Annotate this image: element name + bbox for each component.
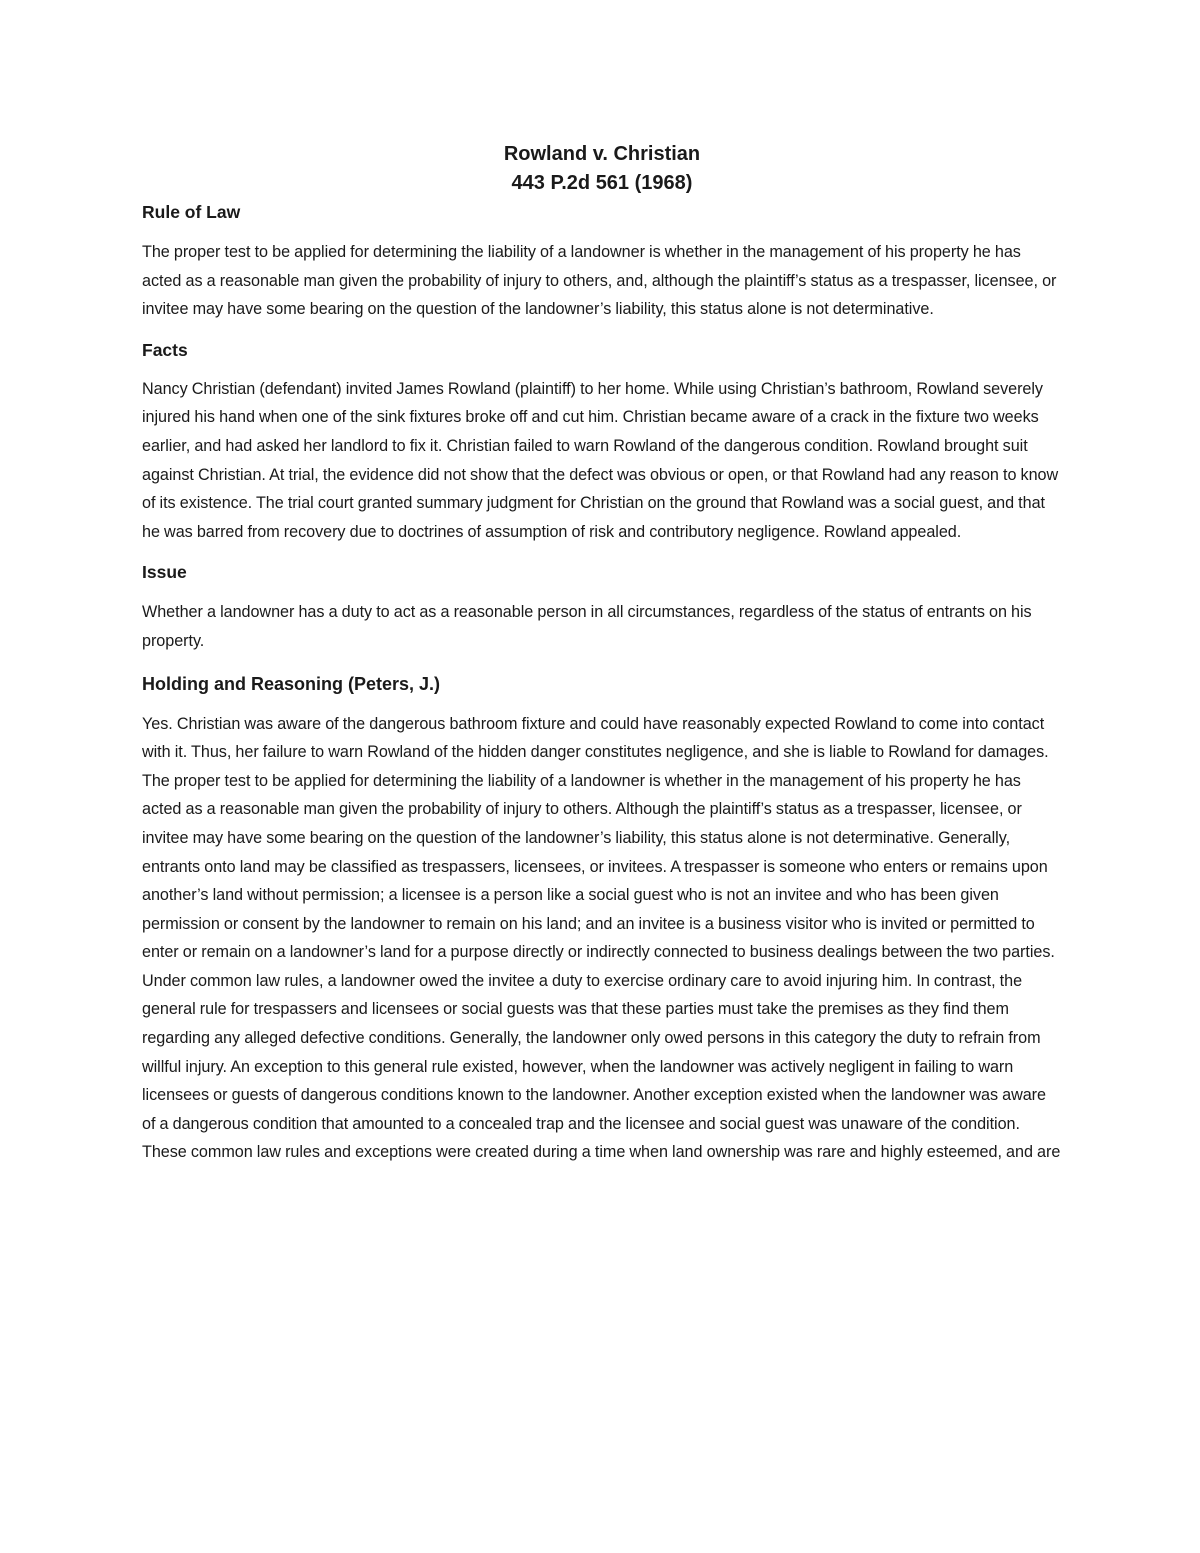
facts-heading: Facts (142, 339, 188, 360)
rule-of-law-heading: Rule of Law (142, 202, 241, 222)
facts-section (142, 338, 1062, 547)
title-block (142, 140, 1062, 198)
rule-of-law-text: The proper test to be applied for determining the liability of a landowner is whether in the management of his property he has acted as a reasonable man given the probability of injury to others, and, although the plaintiff’s status as a trespasser, licensee, or invitee may have some bearing on the question of the landowner’s liability, this status alone is not determinative. (142, 243, 1057, 319)
rule-of-law-section (142, 200, 1062, 324)
case-title: Rowland v. Christian (503, 143, 701, 165)
holding-heading: Holding and Reasoning (Peters, J.) (142, 673, 441, 694)
document-content (142, 140, 1062, 1167)
facts-text: Nancy Christian (defendant) invited James Rowland (plaintiff) to her home. While using Christian’s bathroom, Rowland severely injured his hand when one of the sink fixtures broke off and cut him. Christian became aware of a crack in the fixture two weeks earlier, and had asked her landlord to fix it. Christian failed to warn Rowland of the dangerous condition. Rowland brought suit against Christian. At trial, the evidence did not show that the defect was obvious or open, or that Rowland had any reason to know of its existence. The trial court granted summary judgment for Christian on the ground that Rowland was a social guest, and that he was barred from recovery due to doctrines of assumption of risk and contributory negligence. Rowland appealed. (142, 379, 1059, 541)
holding-section (142, 672, 1062, 1168)
case-citation: 443 P.2d 561 (1968) (511, 172, 693, 194)
holding-text: Yes. Christian was aware of the dangerous bathroom fixture and could have reasonably expected Rowland to come into contact with it. Thus, her failure to warn Rowland of the hidden danger constitutes negligence, and she is liable to Rowland for damages. The proper test to be applied for determining the liability of a landowner is whether in the management of his property he has acted as a reasonable man given the probability of injury to others. Although the plaintiff’s status as a trespasser, licensee, or invitee may have some bearing on the question of the landowner’s liability, this status alone is not determinative. Generally, entrants onto land may be classified as trespassers, licensees, or invitees. A trespasser is someone who enters or remains upon another’s land without permission; a licensee is a person like a social guest who is not an invitee and who has been given permission or consent by the landowner to remain on his land; and an invitee is a business visitor who is invited or permitted to enter or remain on a landowner’s land for a purpose directly or indirectly connected to business dealings between the two parties. Under common law rules, a landowner owed the invitee a duty to exercise ordinary care to avoid injuring him. In contrast, the general rule for trespassers and licensees or social guests was that these parties must take the premises as they find them regarding any alleged defective conditions. Generally, the landowner only owed persons in this category the duty to refrain from willful injury. An exception to this general rule existed, however, when the landowner was actively negligent in failing to warn licensees or guests of dangerous conditions known to the landowner. Another exception existed when the landowner was aware of a dangerous condition that amounted to a concealed trap and the licensee and social guest was unaware of the condition. These common law rules and exceptions were created during a time when land ownership was rare and highly esteemed, and are (142, 714, 1061, 1162)
issue-section (142, 560, 1062, 655)
issue-heading: Issue (142, 562, 187, 583)
issue-text: Whether a landowner has a duty to act as a reasonable person in all circumstances, regardless of the status of entrants on his property. (142, 603, 1032, 650)
